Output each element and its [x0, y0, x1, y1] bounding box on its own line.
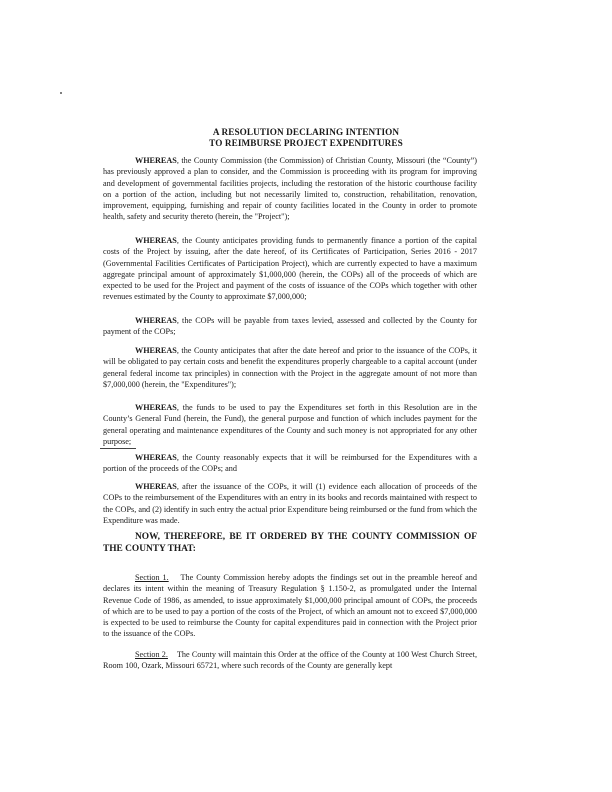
section-1	[103, 572, 477, 640]
section-label: Section 2.	[135, 650, 168, 659]
whereas-paragraph-7	[103, 481, 477, 526]
paragraph-text: , the County anticipates that after the date hereof and prior to the issuance of the COPs, it will be obligated to pay certain costs and benefit the expenditures properly chargeable to a capital account (under general federal income tax principles) in connection with the Project in the aggregate amount of not more than $7,000,000 (herein, the "Expenditures");	[103, 346, 477, 389]
section-text: The County Commission hereby adopts the findings set out in the preamble hereof and declares its intent within the meaning of Treasury Regulation § 1.150-2, as promulgated under the Internal Revenue Code of 1986, as amended, to issue approximately $1,000,000 principal amount of COPs, the proceeds of which are to be used to pay a portion of the costs of the Project, of which an amount not to exceed $7,000,000 is expected to be used to reimburse the County for capital expenditures paid in connection with the Project prior to the issuance of the COPs.	[103, 573, 477, 639]
whereas-paragraph-6	[103, 452, 477, 475]
whereas-lead: WHEREAS	[135, 403, 177, 412]
whereas-lead: WHEREAS	[135, 346, 177, 355]
paragraph-text: , the County reasonably expects that it will be reimbursed for the Expenditures with a portion of the proceeds of the COPs; and	[103, 453, 477, 474]
margin-rule	[100, 448, 136, 449]
whereas-paragraph-2	[103, 235, 477, 303]
paragraph-text: , the funds to be used to pay the Expenditures set forth in this Resolution are in the County’s General Fund (herein, the Fund), the general purpose and function of which includes payment for the general operating and maintenance expenditures of the County and such money is not appropriated for any other purpose;	[103, 403, 477, 446]
whereas-lead: WHEREAS	[135, 482, 177, 491]
resolution-title-line-1: A RESOLUTION DECLARING INTENTION	[212, 127, 400, 137]
whereas-paragraph-5	[103, 402, 477, 447]
paragraph-text: , the COPs will be payable from taxes levied, assessed and collected by the County for payment of the COPs;	[103, 316, 477, 337]
whereas-lead: WHEREAS	[135, 453, 177, 462]
whereas-lead: WHEREAS	[135, 156, 177, 165]
whereas-paragraph-3	[103, 315, 477, 338]
section-text: The County will maintain this Order at the office of the County at 100 West Church Street, Room 100, Ozark, Missouri 65721, where such records of the County are generally kept	[103, 650, 478, 671]
scan-speck	[60, 92, 62, 94]
resolution-title-line-2: TO REIMBURSE PROJECT EXPENDITURES	[209, 138, 403, 148]
section-2	[103, 649, 477, 672]
whereas-paragraph-1	[103, 155, 477, 223]
paragraph-text: , the County Commission (the Commission) of Christian County, Missouri (the “County”) has previously approved a plan to consider, and the Commission is proceeding with its program for improving and development of governmental facilities projects, including the restoration of the historic courthouse facility on a portion of the action, including but not necessarily limited to, construction, rehabilitation, renovation, improvement, equipping, furnishing and repair of county facilities located in the County in order to promote health, safety and security thereto (herein, the "Project");	[103, 156, 477, 222]
paragraph-text: , the County anticipates providing funds to permanently finance a portion of the capital costs of the Project by issuing, after the date hereof, of its Certificates of Participation, Series 2016 - 2017 (Governmental Facilities Certificates of Participation Project), which are currently expected to have a maximum aggregate principal amount of approximately $1,000,000 (herein, the COPs) all of the proceeds of which are expected to be used for the Project and payment of the costs of issuance of the COPs which together with other revenues estimated by the County to approximate $7,000,000;	[103, 236, 477, 302]
whereas-lead: WHEREAS	[135, 236, 177, 245]
order-heading: NOW, THEREFORE, BE IT ORDERED BY THE COUNTY COMMISSION OF THE COUNTY THAT:	[103, 532, 477, 554]
whereas-lead: WHEREAS	[135, 316, 177, 325]
section-label: Section 1.	[135, 573, 169, 582]
whereas-paragraph-4	[103, 345, 477, 390]
paragraph-text: , after the issuance of the COPs, it will (1) evidence each allocation of proceeds of the COPs to the reimbursement of the Expenditures with an entry in its books and records maintained with respect to the COPs, and (2) identify in such entry the actual prior Expenditure being reimbursed or the fund from which the Expenditure was made.	[103, 482, 477, 525]
